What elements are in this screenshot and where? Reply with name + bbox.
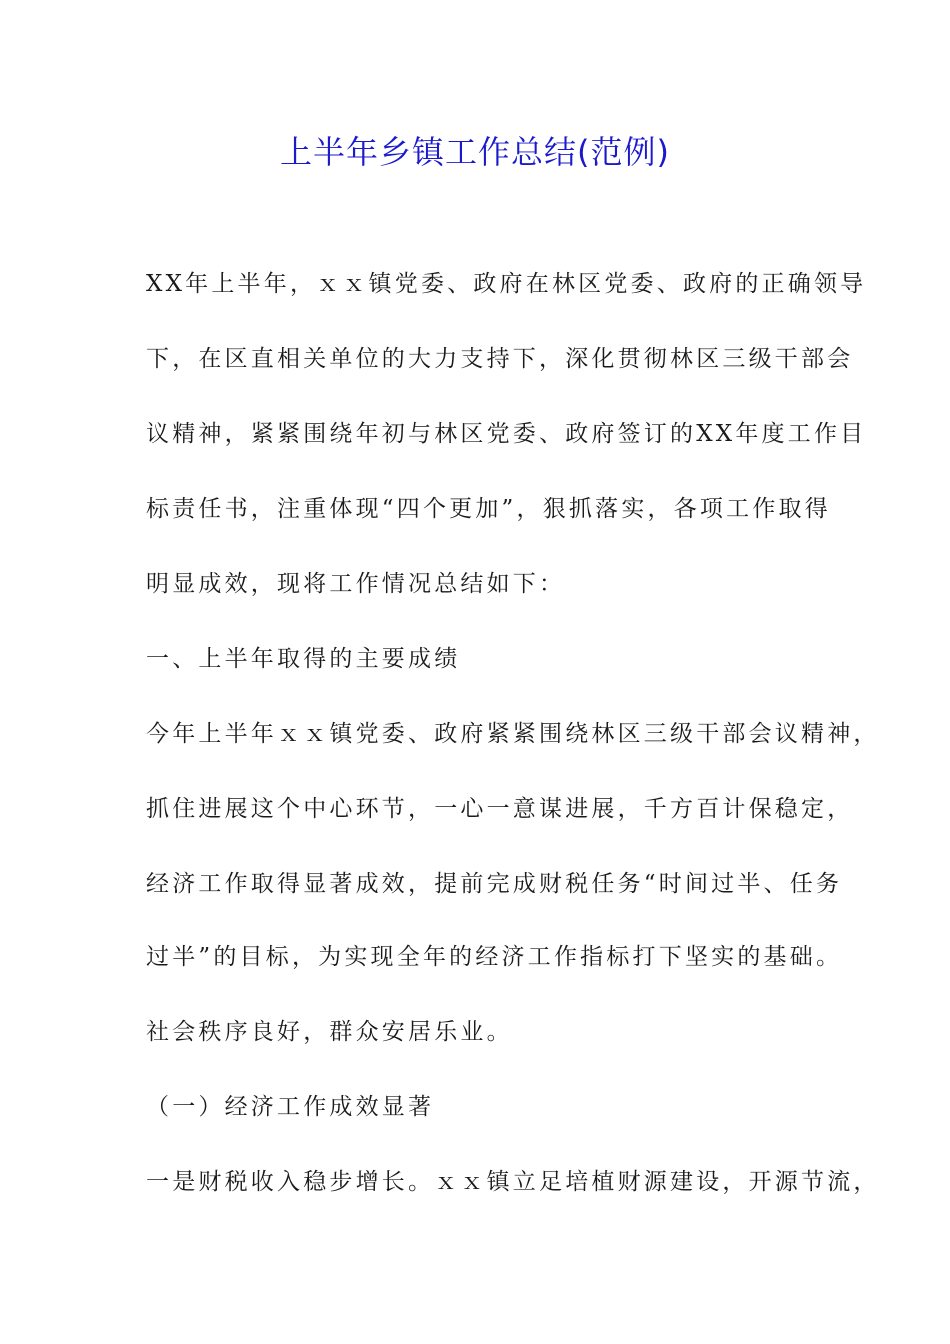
paragraph-line: 下，在区直相关单位的大力支持下，深化贯彻林区三级干部会 [146, 346, 854, 372]
paragraph-line: 一是财税收入稳步增长。ｘｘ镇立足培植财源建设，开源节流， [146, 1169, 880, 1195]
paragraph-line: 议精神，紧紧围绕年初与林区党委、政府签订的XX年度工作目 [146, 421, 867, 447]
section-heading: 一、上半年取得的主要成绩 [146, 646, 461, 672]
paragraph-line: 标责任书，注重体现“四个更加”，狠抓落实，各项工作取得 [146, 496, 831, 522]
paragraph-line: XX年上半年，ｘｘ镇党委、政府在林区党委、政府的正确领导 [146, 271, 867, 297]
subsection-heading: （一）经济工作成效显著 [146, 1094, 435, 1120]
paragraph-line: 过半”的目标，为实现全年的经济工作指标打下坚实的基础。 [146, 944, 843, 970]
paragraph-line: 明显成效，现将工作情况总结如下： [146, 571, 566, 597]
paragraph-line: 抓住进展这个中心环节，一心一意谋进展，千方百计保稳定， [146, 796, 854, 822]
paragraph-line: 经济工作取得显著成效，提前完成财税任务“时间过半、任务 [146, 871, 843, 897]
document-title: 上半年乡镇工作总结(范例) [280, 133, 670, 171]
paragraph-line: 今年上半年ｘｘ镇党委、政府紧紧围绕林区三级干部会议精神， [146, 721, 880, 747]
paragraph-line: 社会秩序良好，群众安居乐业。 [146, 1019, 513, 1045]
